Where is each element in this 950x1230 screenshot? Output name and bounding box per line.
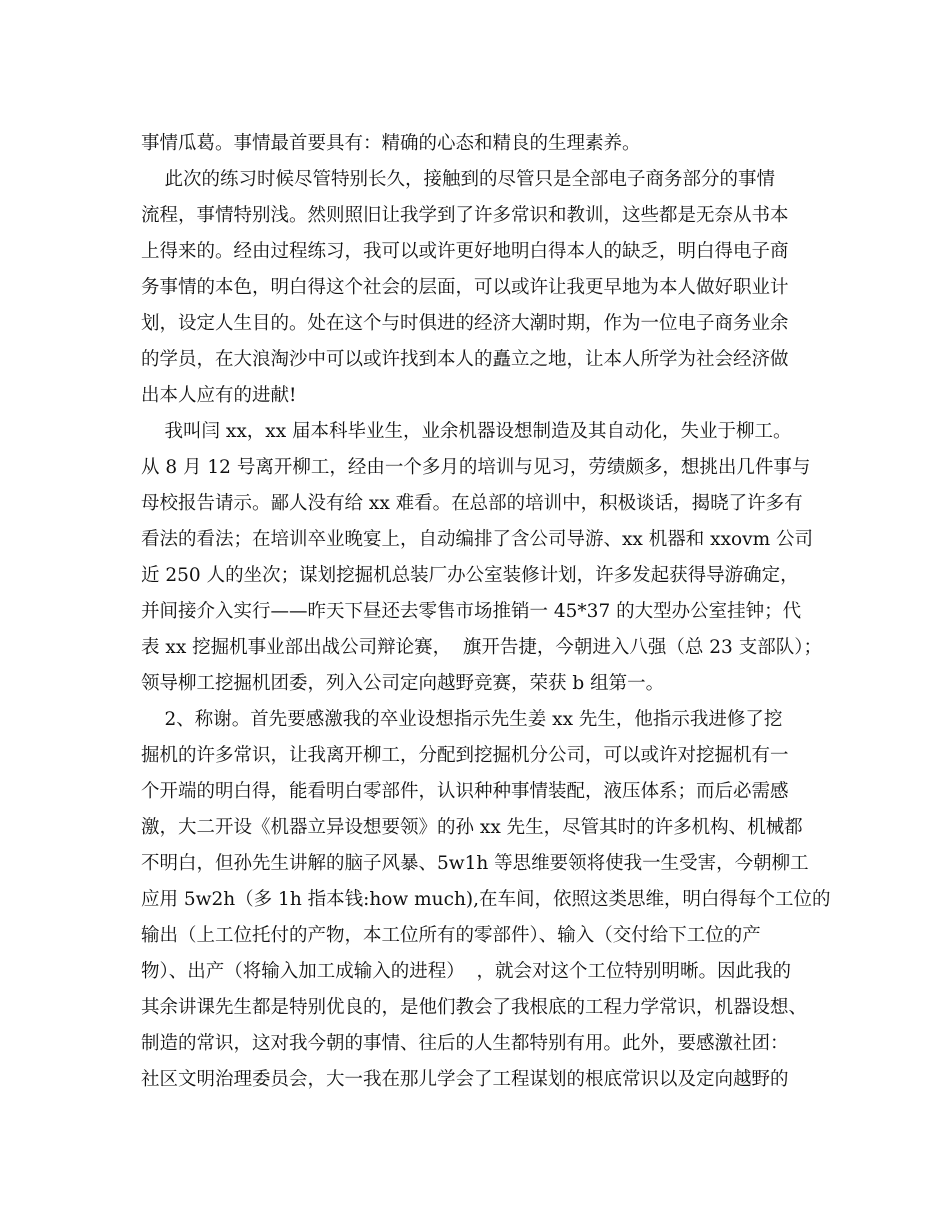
text-line: 流程，事情特别浅。然则照旧让我学到了许多常识和教训，这些都是无奈从书本 xyxy=(141,205,789,226)
text-line: 事情瓜葛。事情最首要具有：精确的心态和精良的生理素养。 xyxy=(141,133,641,154)
text-line: 物）、出产（将输入加工成输入的进程） ，就会对这个工位特别明晰。因此我的 xyxy=(141,961,792,982)
text-line: 近 250 人的坐次；谋划挖掘机总装厂办公室装修计划，许多发起获得导游确定， xyxy=(141,565,799,586)
text-line: 其余讲课先生都是特别优良的，是他们教会了我根底的工程力学常识，机器设想、 xyxy=(141,997,808,1018)
text-line: 上得来的。经由过程练习，我可以或许更好地明白得本人的缺乏，明白得电子商 xyxy=(141,241,789,262)
body-text xyxy=(141,126,831,1098)
text-line: 母校报告请示。鄙人没有给 xx 难看。在总部的培训中，积极谈话，揭晓了许多有 xyxy=(141,493,803,514)
text-line: 此次的练习时候尽管特别长久，接触到的尽管只是全部电子商务部分的事情 xyxy=(141,169,776,190)
text-line: 领导柳工挖掘机团委，列入公司定向越野竞赛，荣获 b 组第一。 xyxy=(141,673,665,694)
text-line: 的学员，在大浪淘沙中可以或许找到本人的矗立之地，让本人所学为社会经济做 xyxy=(141,349,789,370)
text-line: 看法的看法；在培训卒业晚宴上，自动编排了含公司导游、xx 机器和 xxovm 公司 xyxy=(141,529,814,550)
text-line: 从 8 月 12 号离开柳工，经由一个多月的培训与见习，劳绩颇多，想挑出几件事与 xyxy=(141,457,811,478)
text-line: 不明白，但孙先生讲解的脑子风暴、5w1h 等思维要领将使我一生受害，今朝柳工 xyxy=(141,853,809,874)
text-line: 划，设定人生目的。处在这个与时俱进的经济大潮时期，作为一位电子商务业余 xyxy=(141,313,789,334)
text-line: 激，大二开设《机器立异设想要领》的孙 xx 先生，尽管其时的许多机构、机械都 xyxy=(141,817,803,838)
text-line: 并间接介入实行——昨天下昼还去零售市场推销一 45*37 的大型办公室挂钟；代 xyxy=(141,601,802,622)
text-line: 个开端的明白得，能看明白零部件，认识种种事情装配，液压体系；而后必需感 xyxy=(141,781,789,802)
text-line: 应用 5w2h（多 1h 指本钱:how much),在车间，依照这类思维，明白得每个工位的 xyxy=(141,889,831,910)
text-line: 表 xx 挖掘机事业部出战公司辩论赛， 旗开告捷，今朝进入八强（总 23 支部队）； xyxy=(141,637,822,658)
text-line: 输出（上工位托付的产物，本工位所有的零部件）、输入（交付给下工位的产 xyxy=(141,925,761,946)
text-line: 务事情的本色，明白得这个社会的层面，可以或许让我更早地为本人做好职业计 xyxy=(141,277,789,298)
text-line: 出本人应有的进献! xyxy=(141,385,297,406)
text-line: 掘机的许多常识，让我离开柳工，分配到挖掘机分公司，可以或许对挖掘机有一 xyxy=(141,745,789,766)
text-line: 2、称谢。首先要感激我的卒业设想指示先生姜 xx 先生，他指示我进修了挖 xyxy=(141,709,783,730)
text-line: 制造的常识，这对我今朝的事情、往后的人生都特别有用。此外，要感激社团： xyxy=(141,1033,789,1054)
text-line: 我叫闫 xx，xx 届本科毕业生，业余机器设想制造及其自动化，失业于柳工。 xyxy=(141,421,792,442)
text-line: 社区文明治理委员会，大一我在那儿学会了工程谋划的根底常识以及定向越野的 xyxy=(141,1069,789,1090)
